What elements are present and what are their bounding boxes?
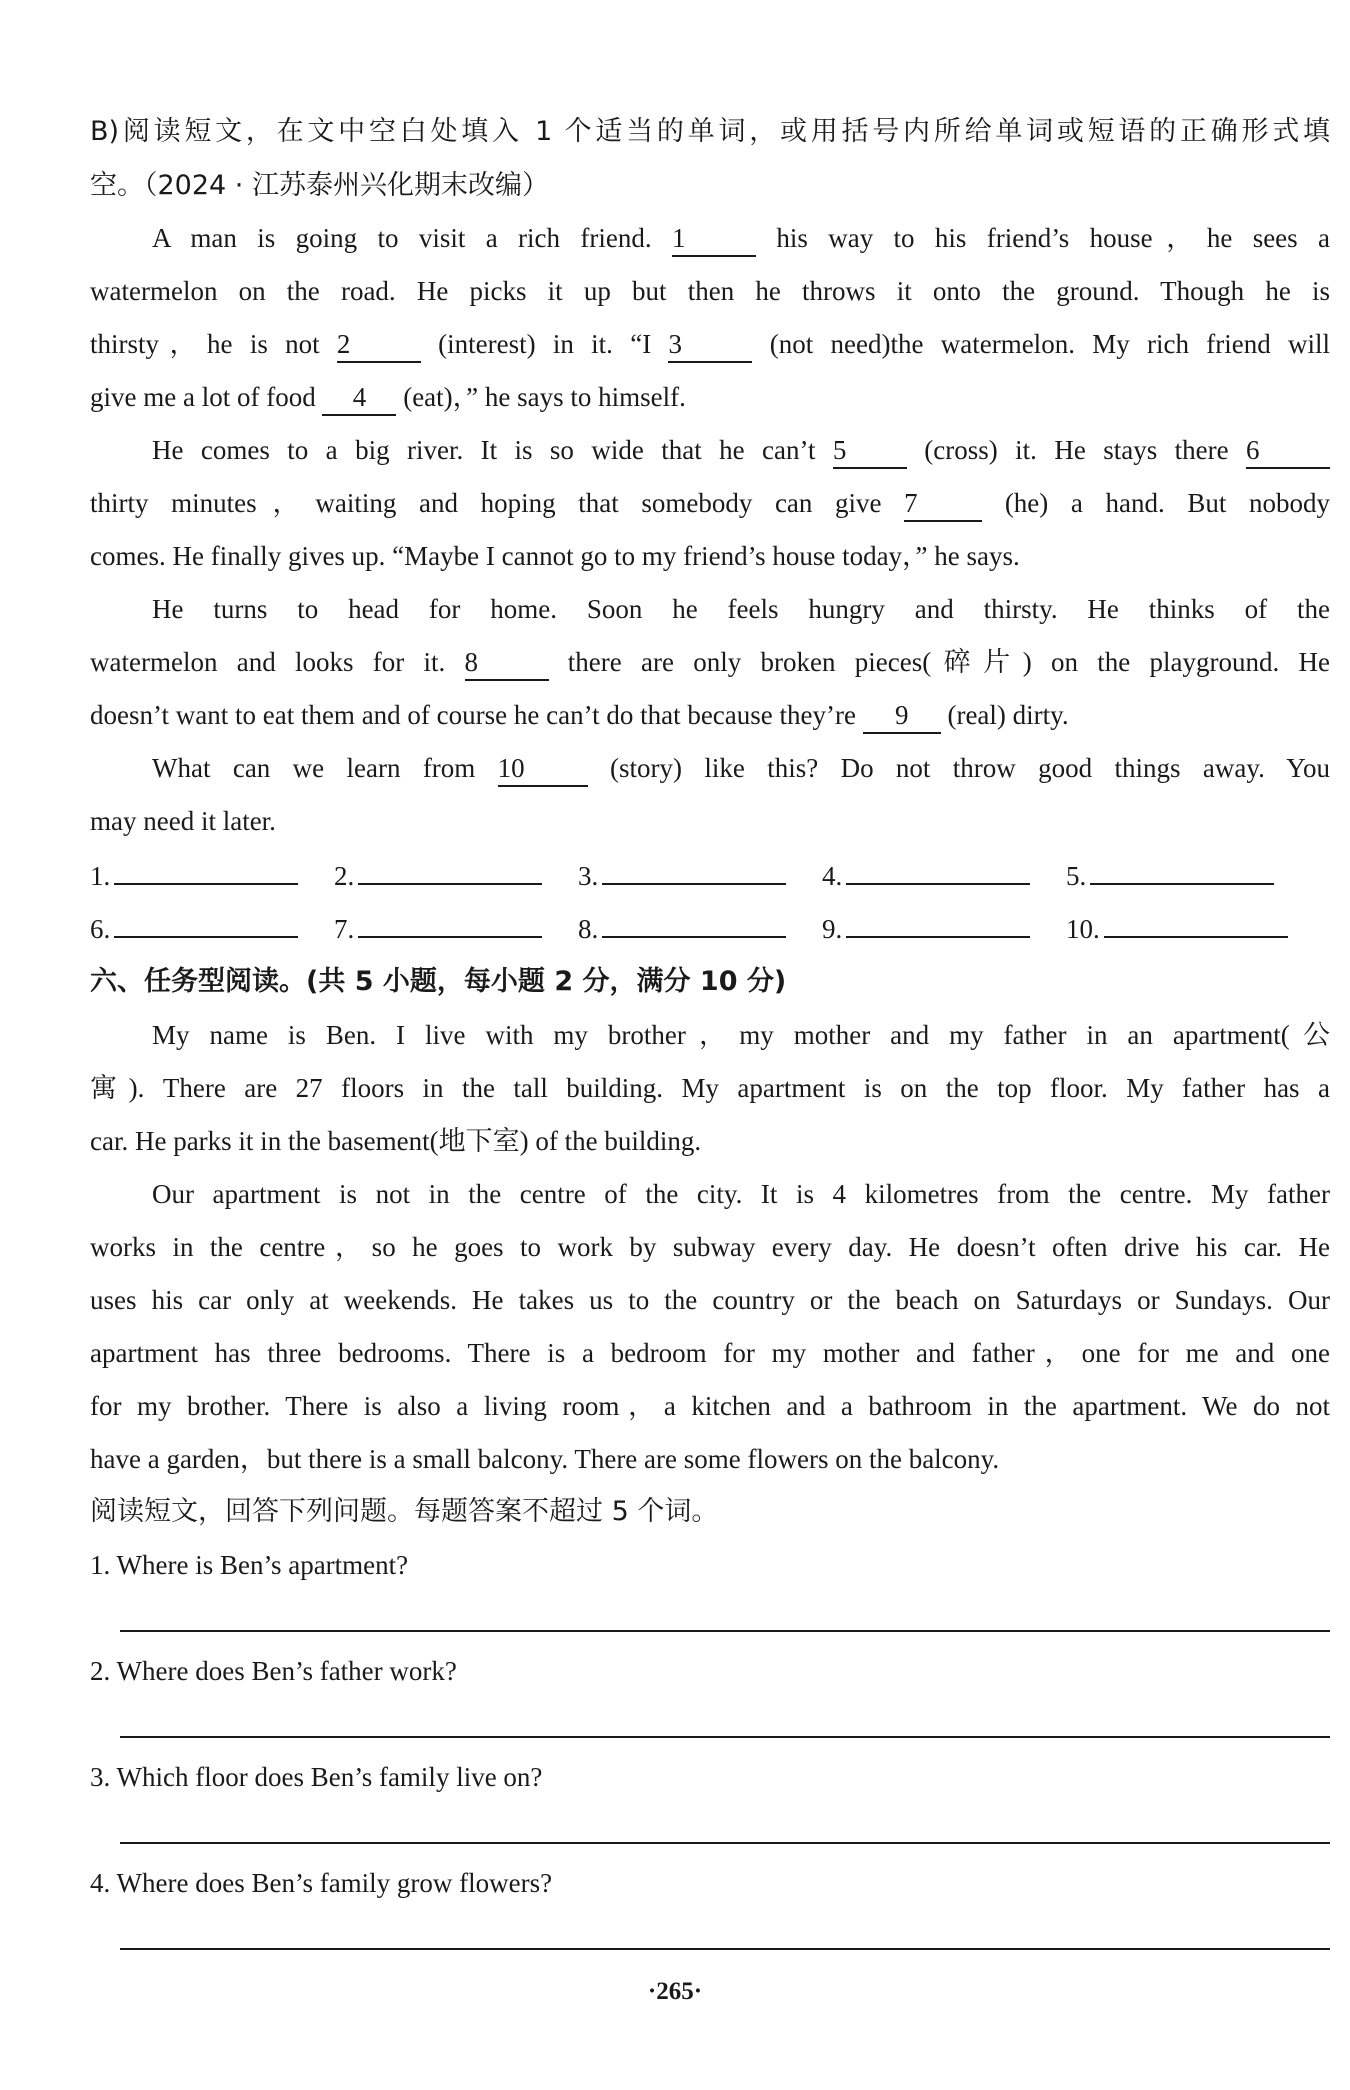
answer-line-4[interactable] [120, 1948, 1330, 1950]
section-b-instruction-line-2: 空。（2024 · 江苏泰州兴化期末改编） [90, 170, 549, 201]
section-6-instruction: 阅读短文，回答下列问题。每题答案不超过 5 个词。 [90, 1496, 719, 1527]
passage-b-p4-line-2: may need it later. [90, 806, 276, 836]
passage-b-p1-line-3: thirsty，he is not 2 (interest) in it. “I 3 (not need)the watermelon. My rich friend will [90, 324, 1330, 364]
answer-slot-5[interactable]: 5. [1066, 855, 1274, 896]
passage-b-p3-line-1: He turns to head for home. Soon he feels hungry and thirsty. He thinks of the [152, 594, 1330, 624]
passage-b-p3-line-3: doesn’t want to eat them and of course he can’t do that because they’re 9 (real) dirty. [90, 695, 1330, 735]
blank-5[interactable]: 5 [833, 435, 907, 469]
section-b-instruction-line-1: B)阅读短文，在文中空白处填入 1 个适当的单词，或用括号内所给单词或短语的正确形式填 [90, 116, 1330, 147]
answer-slot-6[interactable]: 6. [90, 908, 298, 949]
blank-9[interactable]: 9 [863, 700, 941, 734]
blank-1[interactable]: 1 [672, 223, 756, 257]
passage-6-p2-line-4: apartment has three bedrooms. There is a bedroom for my mother and father，one for me and one [90, 1338, 1330, 1368]
answer-line-1[interactable] [120, 1630, 1330, 1632]
answer-slot-9[interactable]: 9. [822, 908, 1030, 949]
question-3: 3. Which floor does Ben’s family live on? [90, 1762, 543, 1792]
passage-b-p2-line-3: comes. He finally gives up. “Maybe I cannot go to my friend’s house today，” he says. [90, 541, 1020, 571]
answer-row-1 [90, 855, 1330, 895]
blank-4[interactable]: 4 [322, 382, 396, 416]
passage-6-p1-line-2: 寓). There are 27 floors in the tall building. My apartment is on the top floor. My father has a [90, 1073, 1330, 1103]
passage-6-p2-line-6: have a garden，but there is a small balcony. There are some flowers on the balcony. [90, 1444, 1000, 1474]
passage-b-p4-line-1: What can we learn from 10 (story) like this? Do not throw good things away. You [152, 748, 1330, 788]
answer-slot-1[interactable]: 1. [90, 855, 298, 896]
passage-b-p1-line-1: A man is going to visit a rich friend. 1 his way to his friend’s house，he sees a [152, 218, 1330, 258]
blank-7[interactable]: 7 [904, 488, 982, 522]
blank-2[interactable]: 2 [337, 329, 421, 363]
passage-6-p2-line-2: works in the centre，so he goes to work by subway every day. He doesn’t often drive his car. He [90, 1232, 1330, 1262]
passage-b-p1-line-2: watermelon on the road. He picks it up but then he throws it onto the ground. Though he is [90, 276, 1330, 306]
blank-10[interactable]: 10 [498, 753, 588, 787]
answer-slot-2[interactable]: 2. [334, 855, 542, 896]
answer-slot-10[interactable]: 10. [1066, 908, 1288, 949]
answer-row-2 [90, 908, 1330, 948]
answer-slot-4[interactable]: 4. [822, 855, 1030, 896]
passage-6-p2-line-3: uses his car only at weekends. He takes us to the country or the beach on Saturdays or Sundays. Our [90, 1285, 1330, 1315]
answer-line-3[interactable] [120, 1842, 1330, 1844]
page-number: ·265· [647, 1978, 703, 2005]
answer-slot-8[interactable]: 8. [578, 908, 786, 949]
section-6-heading: 六、任务型阅读。(共 5 小题，每小题 2 分，满分 10 分) [90, 966, 787, 997]
question-1: 1. Where is Ben’s apartment? [90, 1550, 409, 1580]
question-2: 2. Where does Ben’s father work? [90, 1656, 457, 1686]
blank-6[interactable]: 6 [1246, 435, 1330, 469]
blank-8[interactable]: 8 [465, 647, 549, 681]
passage-b-p2-line-2: thirty minutes，waiting and hoping that somebody can give 7 (he) a hand. But nobody [90, 483, 1330, 523]
passage-6-p2-line-1: Our apartment is not in the centre of the city. It is 4 kilometres from the centre. My father [152, 1179, 1330, 1209]
question-4: 4. Where does Ben’s family grow flowers? [90, 1868, 553, 1898]
passage-b-p2-line-1: He comes to a big river. It is so wide that he can’t 5 (cross) it. He stays there 6 [152, 430, 1330, 470]
passage-6-p1-line-1: My name is Ben. I live with my brother，my mother and my father in an apartment(公 [152, 1020, 1330, 1050]
blank-3[interactable]: 3 [668, 329, 752, 363]
passage-6-p1-line-3: car. He parks it in the basement(地下室) of the building. [90, 1126, 702, 1156]
passage-6-p2-line-5: for my brother. There is also a living room，a kitchen and a bathroom in the apartment. We do not [90, 1391, 1330, 1421]
passage-b-p1-line-4: give me a lot of food 4 (eat)，” he says to himself. [90, 377, 1330, 417]
answer-slot-3[interactable]: 3. [578, 855, 786, 896]
passage-b-p3-line-2: watermelon and looks for it. 8 there are only broken pieces(碎片) on the playground. He [90, 642, 1330, 682]
answer-slot-7[interactable]: 7. [334, 908, 542, 949]
answer-line-2[interactable] [120, 1736, 1330, 1738]
